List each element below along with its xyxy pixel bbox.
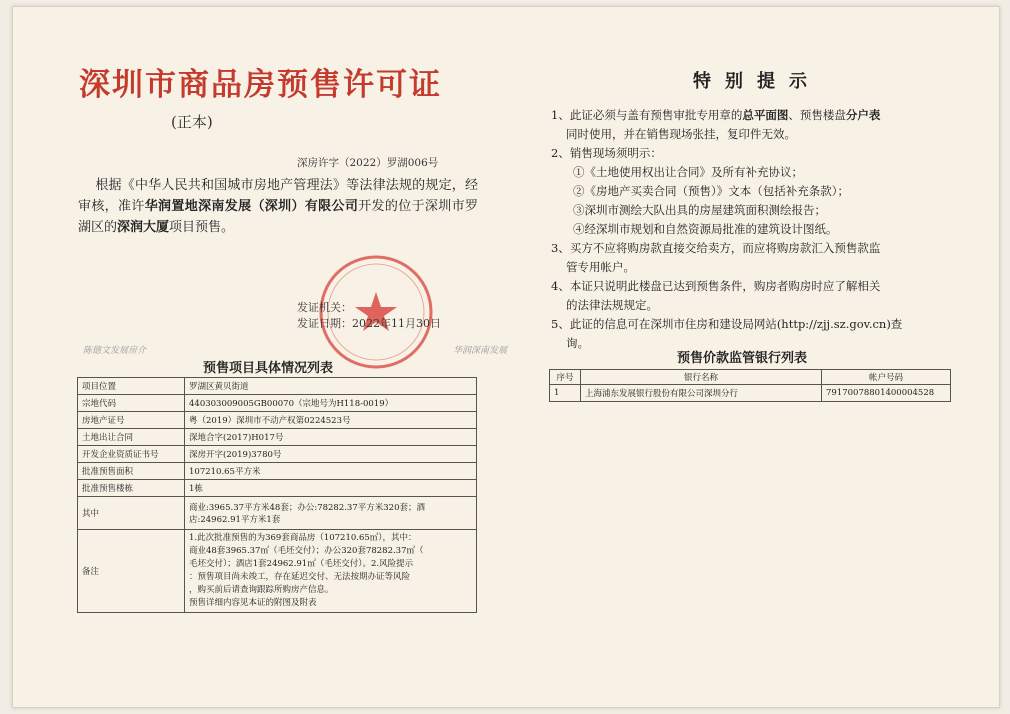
notice-item-3: 3、买方不应将购房款直接交给卖方，而应将购房款汇入预售款监 [551, 241, 881, 255]
notice-item-4-cont: 的法律法规规定。 [566, 298, 658, 312]
table-row [78, 446, 477, 463]
notice-item-1: 1、此证必须与盖有预售审批专用章的总平面图、预售楼盘分户表 [551, 108, 881, 122]
row-value: 440303009005GB00070（宗地号为H118-0019） [185, 395, 477, 412]
notice-item-3-cont: 管专用帐户。 [566, 260, 635, 274]
row-value: 罗湖区黄贝街道 [185, 378, 477, 395]
row-label: 批准预售楼栋 [78, 480, 185, 497]
row-label: 房地产证号 [78, 412, 185, 429]
approval-text-part3: 项目预售。 [169, 220, 235, 235]
notice-title: 特别提示 [693, 71, 821, 92]
remark-line: 毛坯交付）；酒店1套24962.91㎡（毛坯交付）。2.风险提示 [189, 559, 414, 569]
remark-value [185, 530, 477, 613]
approval-text-part2: 开发的位于深圳市罗湖区的 [78, 199, 478, 235]
notice-item-4: 4、本证只说明此楼盘已达到预售条件，购房者购房时应了解相关 [551, 279, 881, 293]
table-row [78, 480, 477, 497]
approval-text [78, 175, 478, 238]
row-label: 其中 [78, 497, 185, 530]
row-value: 商业:3965.37平方米48套；办公:78282.37平方米320套；酒店:24962.91平方米1套 [185, 497, 477, 530]
row-label: 批准预售面积 [78, 463, 185, 480]
notice-list [551, 106, 951, 353]
table-row [78, 497, 477, 530]
issuing-authority: 发证机关： [297, 301, 352, 314]
remark-line: 1.此次批准预售的为369套商品房（107210.65㎡），其中： [189, 533, 417, 543]
remark-line: ，购买前后请查询跟踪所购房产信息。 [189, 585, 334, 595]
remark-line: ：预售项目尚未竣工，存在延迟交付、无法按期办证等风险 [189, 572, 411, 582]
table-row [78, 378, 477, 395]
bank-row-account: 79170078801400004528 [822, 385, 951, 402]
bank-row-name: 上海浦东发展银行股份有限公司深圳分行 [581, 385, 822, 402]
certificate-subtitle: (正本) [171, 113, 213, 131]
row-label: 项目位置 [78, 378, 185, 395]
notice-item-1-cont: 同时使用，并在销售现场张挂，复印件无效。 [566, 127, 796, 141]
bank-table-header [550, 370, 951, 385]
handwritten-note-left: 陈德文发展房介 [83, 346, 147, 356]
row-value: 深地合字(2017)H017号 [185, 429, 477, 446]
approval-text-part1: 根据《中华人民共和国城市房地产管理法》等法律法规的规定，经审核，准许 [78, 178, 478, 214]
table-row [78, 463, 477, 480]
certificate-page [12, 6, 1000, 708]
notice-sub-3: ③深圳市测绘大队出具的房屋建筑面积测绘报告； [573, 203, 826, 217]
table-row [78, 429, 477, 446]
bank-table [549, 369, 951, 402]
remark-line: 商业48套3965.37㎡（毛坯交付）；办公320套78282.37㎡（ [189, 546, 424, 556]
table-row [78, 412, 477, 429]
row-label: 宗地代码 [78, 395, 185, 412]
notice-item-5: 5、此证的信息可在深圳市住房和建设局网站(http://zjj.sz.gov.cn)查 [551, 317, 903, 331]
header-no: 序号 [550, 370, 581, 385]
issue-date: 发证日期：2022年11月30日 [297, 317, 441, 330]
row-value: 深房开字(2019)3780号 [185, 446, 477, 463]
row-value: 粤（2019）深圳市不动产权第0224523号 [185, 412, 477, 429]
row-value: 107210.65平方米 [185, 463, 477, 480]
notice-item-5-cont: 询。 [566, 336, 589, 350]
project-name: 深润大厦 [117, 220, 170, 235]
row-label: 开发企业资质证书号 [78, 446, 185, 463]
row-label: 土地出让合同 [78, 429, 185, 446]
notice-sub-1: ①《土地使用权出让合同》及所有补充协议； [573, 165, 803, 179]
remark-label: 备注 [78, 530, 185, 613]
bank-table-title: 预售价款监管银行列表 [677, 351, 808, 366]
developer-name: 华润置地深南发展（深圳）有限公司 [144, 199, 359, 214]
handwritten-note-right: 华润深南发展 [453, 346, 508, 356]
project-table-title: 预售项目具体情况列表 [203, 361, 334, 376]
header-bank: 银行名称 [581, 370, 822, 385]
project-table [77, 377, 477, 613]
notice-item-2: 2、销售现场须明示： [551, 146, 662, 160]
bank-row-no: 1 [550, 385, 581, 402]
table-row-remark [78, 530, 477, 613]
certificate-title: 深圳市商品房预售许可证 [79, 67, 442, 103]
row-value: 1栋 [185, 480, 477, 497]
table-row [550, 385, 951, 402]
header-account: 帐户号码 [822, 370, 951, 385]
license-number: 深房许字（2022）罗湖006号 [297, 157, 439, 169]
table-row [78, 395, 477, 412]
notice-sub-4: ④经深圳市规划和自然资源局批准的建筑设计图纸。 [573, 222, 838, 236]
remark-line: 预售详细内容见本证的附图及附表 [189, 598, 317, 608]
notice-sub-2: ②《房地产买卖合同（预售）》文本（包括补充条款）； [573, 184, 849, 198]
